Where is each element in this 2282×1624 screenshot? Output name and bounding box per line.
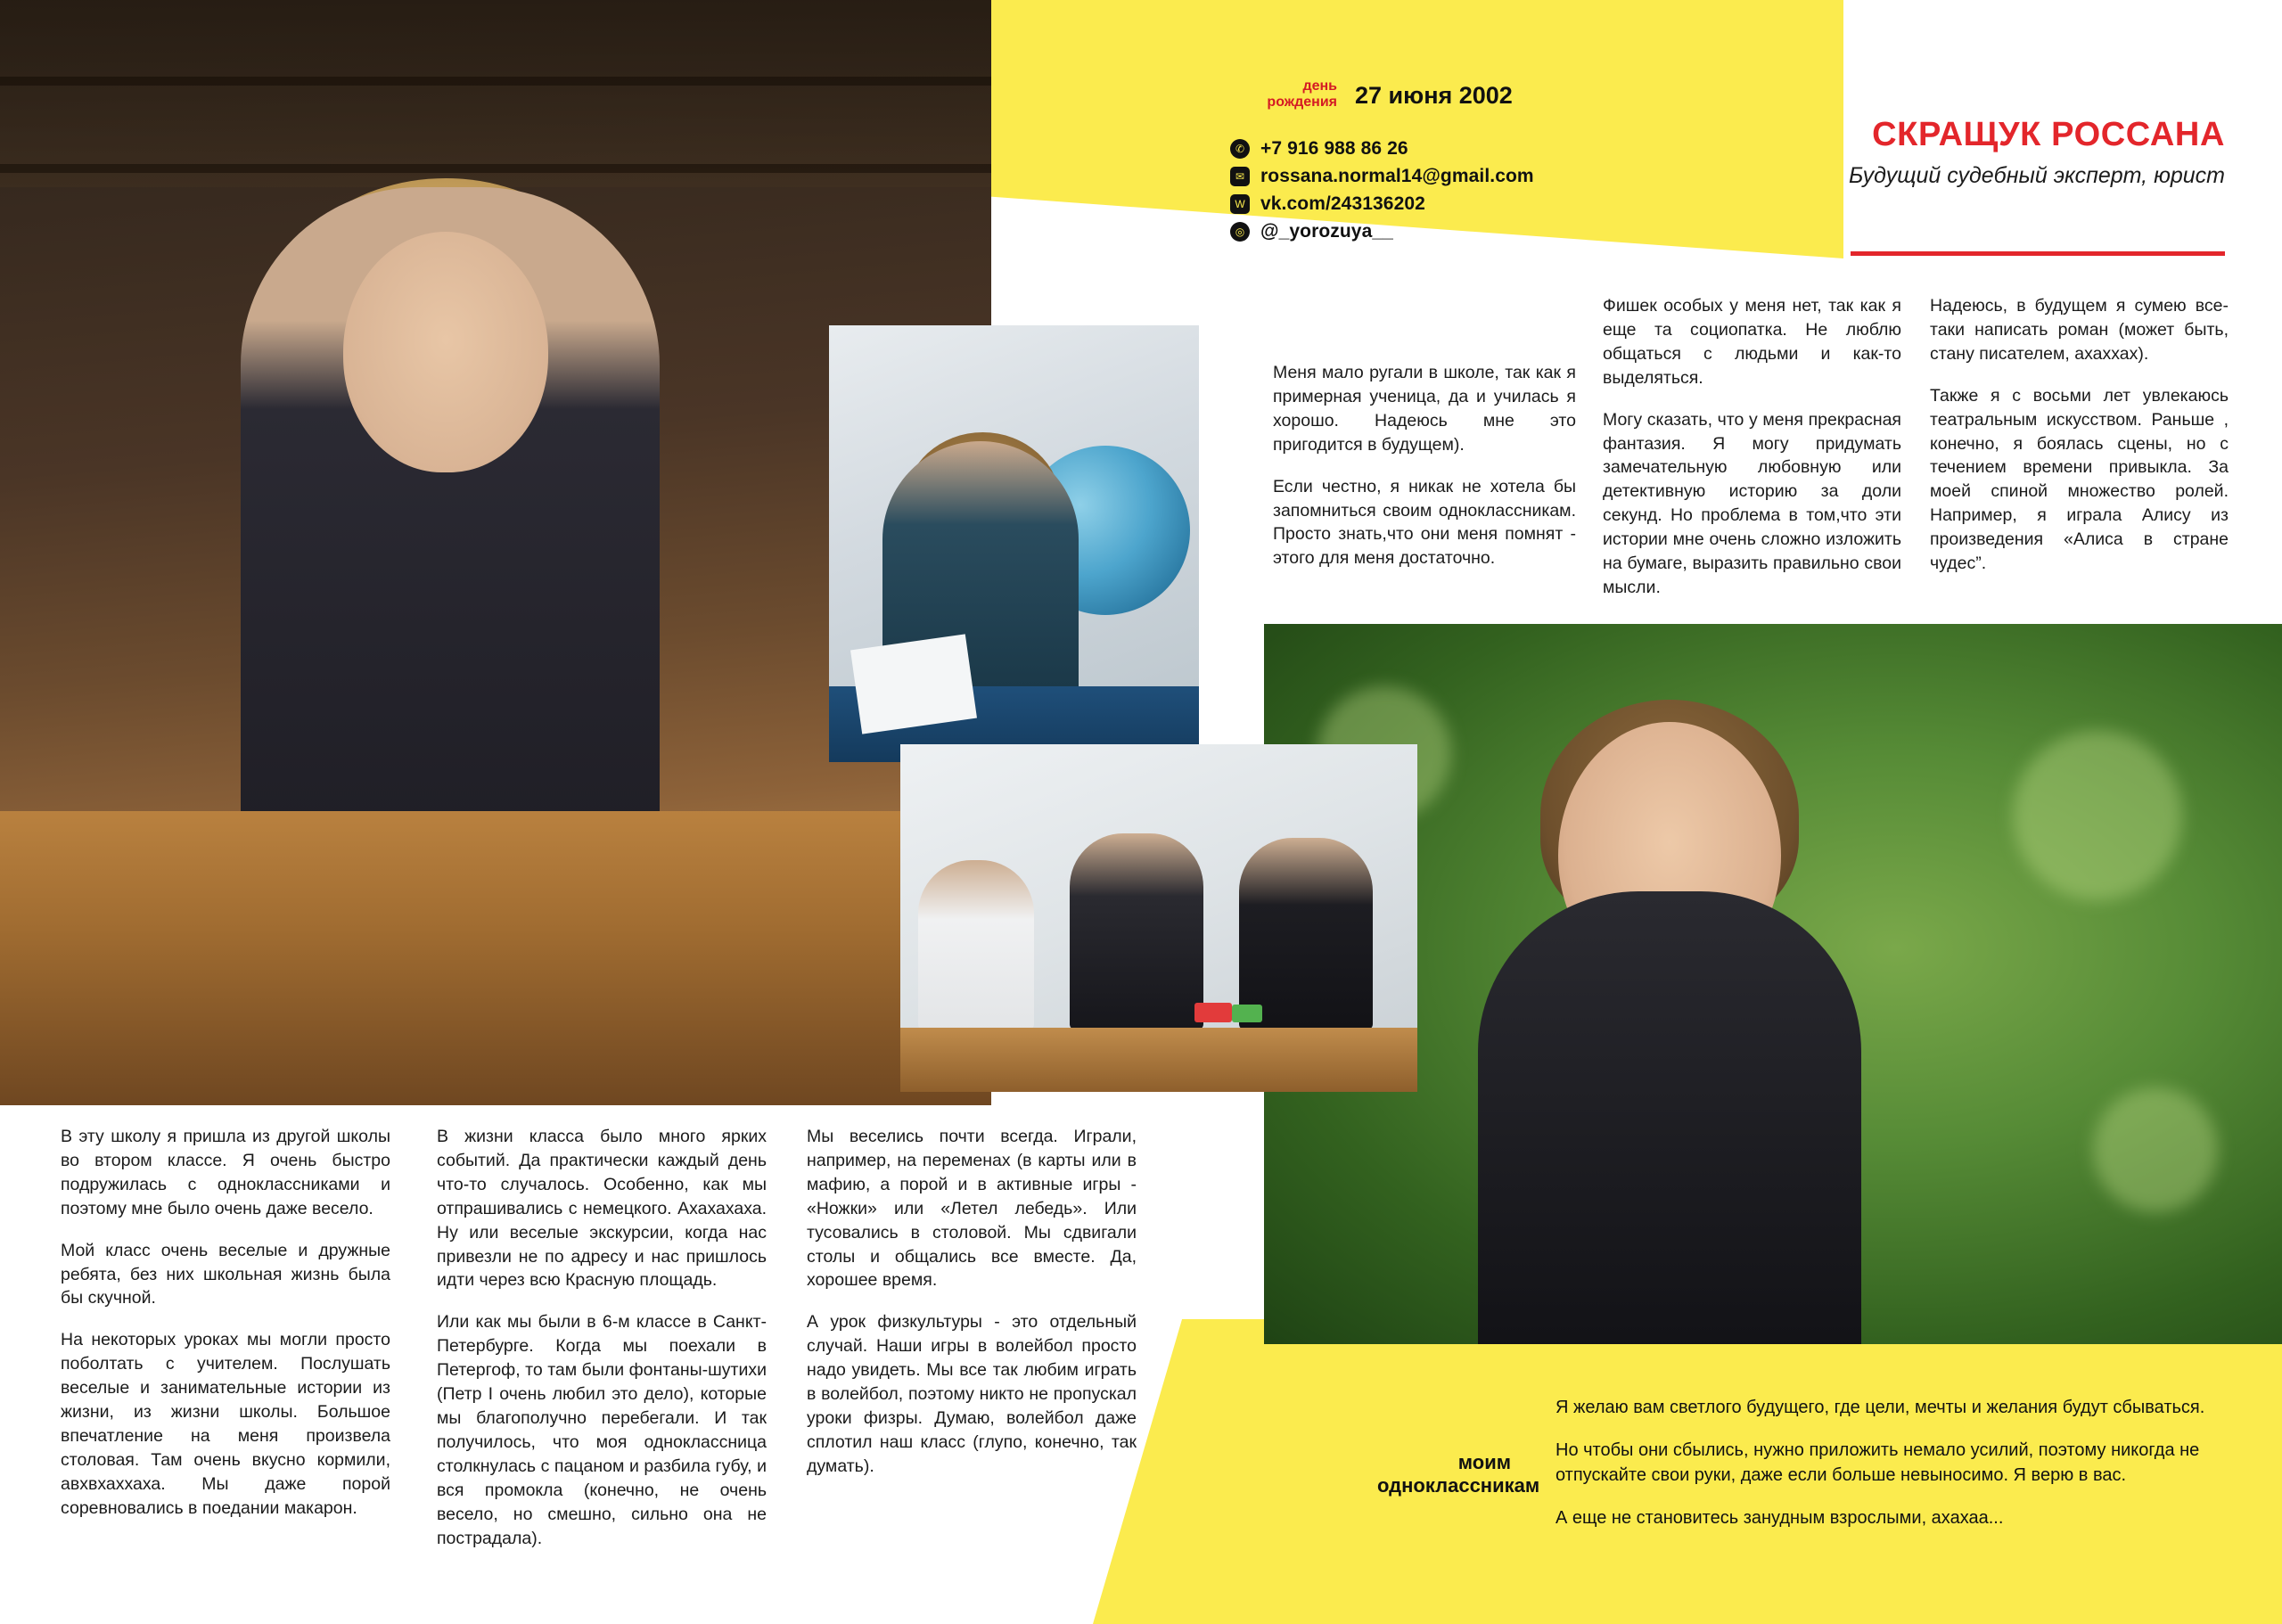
dedication-text (1556, 1395, 2233, 1530)
contact-instagram-value: @_yorozuya__ (1260, 221, 1393, 242)
subject-face (343, 232, 548, 472)
paragraph: Или как мы были в 6-м классе в Санкт-Петербурге. Когда мы поехали в Петергоф, то там были фонтаны-шутихи (Петр I очень любил это дело), которые мы благополучно перебегали. И так получилось, что моя одноклассница столкнулась с пацаном и разбила губу, и вся промокла (конечно, не очень весело, но смешно, сильно она не пострадала). (437, 1312, 767, 1548)
student-1 (918, 860, 1034, 1029)
contact-vk-value: vk.com/243136202 (1260, 193, 1425, 214)
shelf-line (0, 77, 991, 86)
column-games-pe (807, 1125, 1137, 1479)
paragraph: А еще не становитесь занудным взрослыми, ахахаа... (1556, 1508, 2004, 1528)
dedication-label (1377, 1451, 1540, 1498)
profile-name-block (1423, 116, 2225, 189)
paragraph: В эту школу я пришла из другой школы во втором классе. Я очень быстро подружилась с одноклассниками и поэтому мне было очень даже весело. (61, 1127, 390, 1218)
contact-email-value: rossana.normal14@gmail.com (1260, 166, 1534, 186)
paragraph: Фишек особых у меня нет, так как я еще та социопатка. Не люблю общаться с людьми и как-то выделяться. (1603, 296, 1901, 388)
page-title: СКРАЩУК РОССАНА (1872, 116, 2225, 153)
paragraph: Надеюсь, в будущем я сумею все-таки написать роман (может быть, стану писателем, ахаххах). (1930, 296, 2229, 364)
profile-subtitle: Будущий судебный эксперт, юрист (1848, 163, 2225, 188)
dedication-label-line1: моим (1457, 1451, 1511, 1473)
column-school-memories (1273, 361, 1576, 570)
paragraph: Но чтобы они сбылись, нужно приложить немало усилий, поэтому никогда не отпускайте свои руки, даже если больше невыносимо. Я верю в вас. (1556, 1440, 2200, 1485)
photo-globe-class (829, 325, 1199, 762)
column-new-school (61, 1125, 390, 1521)
red-marker (1194, 1003, 1232, 1022)
bokeh-light (2093, 1087, 2218, 1212)
shelf-line (0, 164, 991, 173)
student-2 (1070, 833, 1203, 1029)
paragraph: На некоторых уроках мы могли просто поболтать с учителем. Послушать веселые и занимательные истории из жизни, из жизни школы. Большое впечатление на меня произвела столовая. Там очень вкусно кормили, авхвхаххаха. Мы даже порой соревновались в поедании макарон. (61, 1330, 390, 1518)
phone-icon: ✆ (1230, 139, 1250, 159)
mail-icon: ✉ (1230, 167, 1250, 186)
vk-icon: W (1230, 194, 1250, 214)
paragraph: В жизни класса было много ярких событий. Да практически каждый день что-то случалось. Особенно, как мы отпрашивались с немецкого. Ахахахаха. Ну или веселые экскурсии, когда нас привезли не по адресу и нас пришлось идти через всю Красную площадь. (437, 1127, 767, 1291)
birthday-label-line2: рождения (1267, 94, 1337, 111)
contact-vk[interactable] (1230, 193, 1534, 215)
paragraph: Я желаю вам светлого будущего, где цели, мечты и желания будут сбываться. (1556, 1398, 2205, 1417)
birthday-label-line1: день (1302, 78, 1337, 94)
column-class-events (437, 1125, 767, 1550)
contact-instagram[interactable] (1230, 221, 1534, 242)
paragraph: А урок физкультуры - это отдельный случай. Наши игры в волейбол просто надо увидеть. Мы все так любим играть в волейбол, поэтому никто не пропускал уроки физры. Думаю, волейбол даже сплотил наш класс (глупо, конечно, так думать). (807, 1312, 1137, 1476)
open-book (850, 634, 977, 734)
paragraph: Мы веселись почти всегда. Играли, например, на переменах (в карты или в мафию, а порой и в активные игры - «Ножки» или «Летел лебедь». Или тусовались в столовой. Мы сдвигали столы и общались все вместе. Да, хорошее время. (807, 1127, 1137, 1291)
paragraph: Если честно, я никак не хотела бы запомниться своим одноклассникам. Просто знать,что они меня помнят - этого для меня достаточно. (1273, 476, 1576, 569)
paragraph: Мой класс очень веселые и дружные ребята, без них школьная жизнь была бы скучной. (61, 1240, 390, 1308)
column-future-plans (1930, 294, 2229, 576)
title-divider (1851, 251, 2225, 256)
bokeh-light (2013, 731, 2182, 900)
photo-three-girls (900, 744, 1417, 1092)
instagram-icon: ◎ (1230, 222, 1250, 242)
contact-phone-value: +7 916 988 86 26 (1260, 138, 1408, 159)
photo-background-shelves (0, 0, 991, 187)
classroom-desks (900, 1028, 1417, 1092)
birthday-date: 27 июня 2002 (1355, 82, 1513, 109)
green-marker (1232, 1005, 1262, 1022)
subject-body (1478, 891, 1861, 1344)
paragraph: Могу сказать, что у меня прекрасная фантазия. Я могу придумать замечательную любовную или детективную историю за доли секунд. Но проблема в том,что эти истории мне очень сложно изложить на бумаге, выразить правильно свои мысли. (1603, 409, 1901, 597)
paragraph: Меня мало ругали в школе, так как я примерная ученица, да и училась я хорошо. Надеюсь мне это пригодится в будущем). (1273, 363, 1576, 455)
student-3 (1239, 838, 1373, 1029)
column-about-myself (1603, 294, 1901, 600)
paragraph: Также я с восьми лет увлекаюсь театральным искусством. Раньше , конечно, я боялась сцены, но с течением времени привыкла. За моей спиной множество ролей. Например, я играла Алису из произведения «Алиса в стране чудес”. (1930, 385, 2229, 574)
dedication-label-line2: одноклассникам (1377, 1474, 1540, 1497)
wooden-desk (0, 811, 991, 1105)
birthday-label (1230, 78, 1337, 111)
